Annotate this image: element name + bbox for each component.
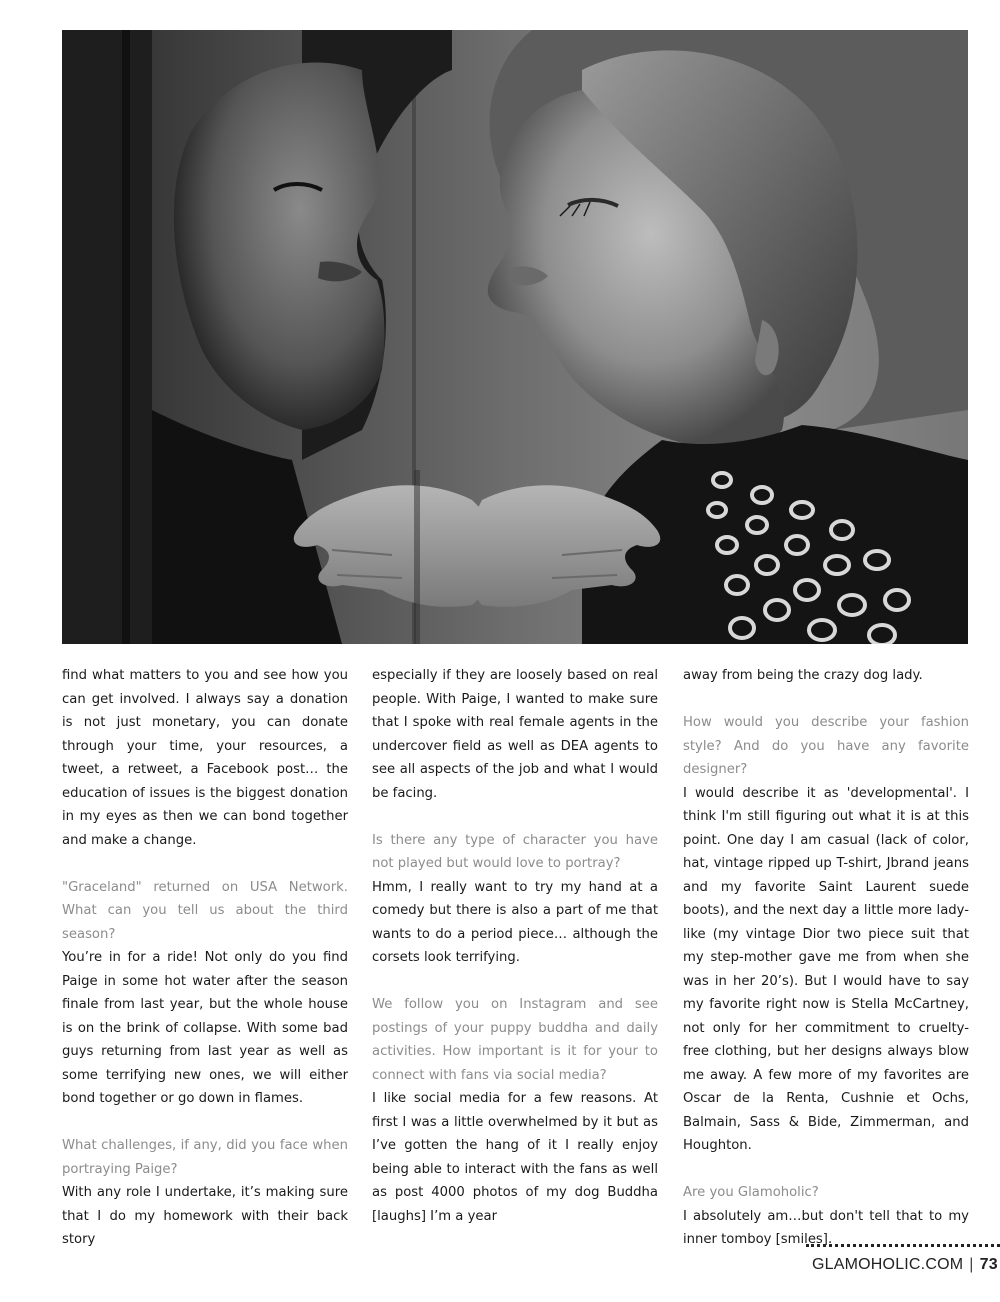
article-column-1 <box>62 664 348 1252</box>
paragraph-continued: especially if they are loosely based on real people. With Paige, I wanted to make sure that I spoke with real female agents in the undercover field as well as DEA agents to see all aspects of the job and what I would be facing. <box>372 668 658 801</box>
site-name: GLAMOHOLIC.COM <box>812 1256 964 1273</box>
footer-separator: | <box>969 1256 974 1273</box>
answer-fashion-style: I would describe it as 'developmental'. I think I'm still figuring out what it is at this point. One day I am casual (lack of color, hat, vintage ripped up T-shirt, Jbrand jeans and my favorite Saint Laurent suede boots), and the next day a little more lady-like (my vintage Dior two piece suit that my step-mother gave me from when she was in her 20’s). But I would have to say my favorite right now is Stella McCartney, not only for her commitment to cruelty-free clothing, but her designs always blow me away. A few more of my favorites are Oscar de la Renta, Cushnie et Ochs, Balmain, Sass & Bide, Zimmerman, and Houghton. <box>683 785 969 1153</box>
answer-social-media: I like social media for a few reasons. At first I was a little overwhelmed by it but as I’ve gotten the hang of it I really enjoy being able to interact with the fans as well as post 4000 photos of my dog Buddha [laughs] I’m a year <box>372 1091 658 1224</box>
question-graceland: "Graceland" returned on USA Network. What can you tell us about the third season? <box>62 879 348 942</box>
answer-glamoholic: I absolutely am…but don't tell that to my inner tomboy [smiles]. <box>683 1208 969 1247</box>
question-social-media: We follow you on Instagram and see postings of your puppy buddha and daily activities. How important is it for your to connect with fans via social media? <box>372 997 658 1083</box>
question-character: Is there any type of character you have not played but would love to portray? <box>372 832 658 871</box>
question-fashion-style: How would you describe your fashion style? And do you have any favorite designer? <box>683 715 969 777</box>
paragraph-continued: away from being the crazy dog lady. <box>683 668 923 683</box>
page-footer <box>806 1244 1000 1273</box>
page-number: 73 <box>979 1256 998 1273</box>
answer-character: Hmm, I really want to try my hand at a comedy but there is also a part of me that wants to do a period piece… although the corsets look terrifying. <box>372 879 658 965</box>
article-column-3 <box>683 664 969 1252</box>
answer-graceland: You’re in for a ride! Not only do you find Paige in some hot water after the season finale from last year, but the whole house is on the brink of collapse. With some bad guys returning from last year as well as some terrifying new ones, we will either bond together or go down in flames. <box>62 950 348 1106</box>
answer-challenges: With any role I undertake, it’s making sure that I do my homework with their back story <box>62 1185 348 1247</box>
footer-line <box>812 1256 998 1274</box>
dotted-divider <box>806 1244 1000 1247</box>
paragraph-continued: find what matters to you and see how you can get involved. I always say a donation is not just monetary, you can donate through your time, your resources, a tweet, a retweet, a Facebook post… the education of issues is the biggest donation in my eyes as then we can bond together and make a change. <box>62 668 348 848</box>
portrait-photo <box>62 30 968 644</box>
article-column-2 <box>372 664 658 1228</box>
question-glamoholic: Are you Glamoholic? <box>683 1185 819 1200</box>
question-challenges: What challenges, if any, did you face when portraying Paige? <box>62 1138 348 1177</box>
